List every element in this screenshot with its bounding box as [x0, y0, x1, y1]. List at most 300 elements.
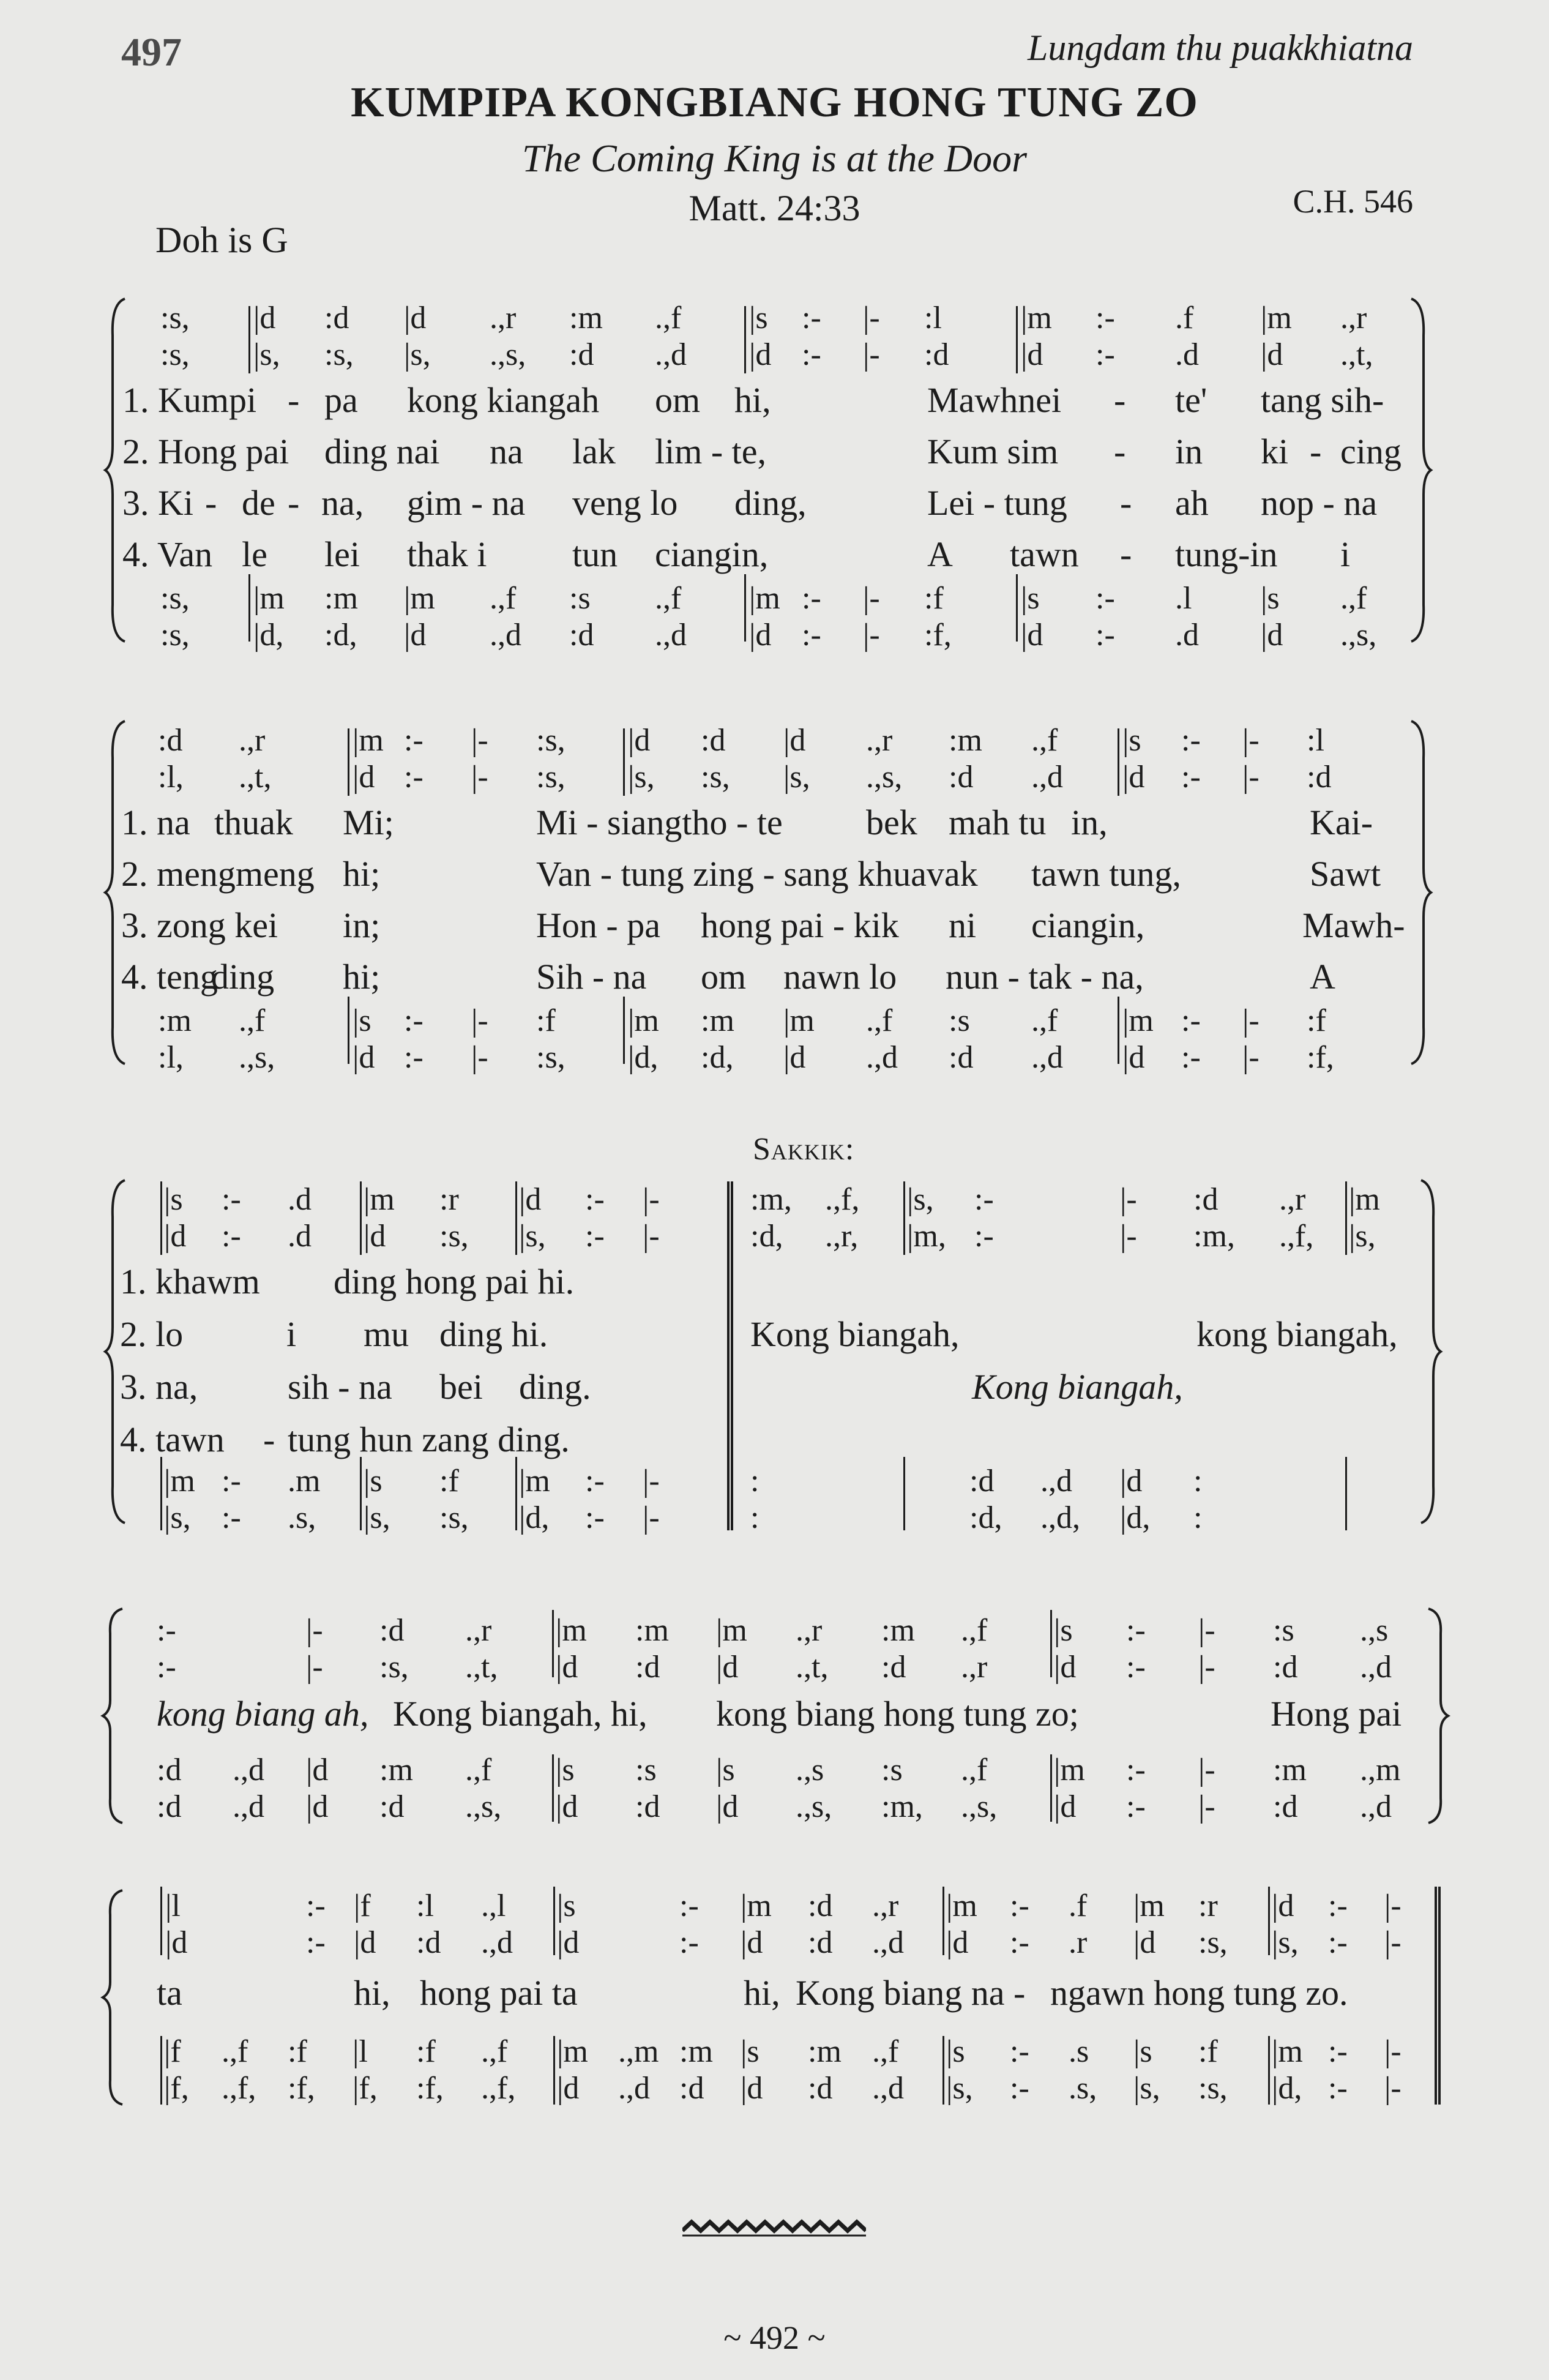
lyric-syllable: lei	[324, 534, 360, 574]
lyric-syllable: pa	[324, 380, 358, 420]
solfa-note: |m	[1122, 1003, 1154, 1038]
solfa-note: :d	[157, 1789, 182, 1824]
solfa-note: |s	[556, 1753, 575, 1787]
solfa-note: :s	[1273, 1613, 1294, 1648]
solfa-note: .,s,	[465, 1789, 502, 1824]
lyric-syllable: Mi;	[343, 803, 394, 842]
hymn-number: 497	[121, 30, 182, 75]
solfa-note: .,r	[239, 723, 266, 758]
solfa-note: :f	[1307, 1003, 1326, 1038]
solfa-note: :s,	[160, 618, 190, 653]
solfa-note: :d	[1273, 1789, 1298, 1824]
solfa-note: |s,	[946, 2071, 973, 2106]
solfa-note: |-	[1198, 1789, 1215, 1824]
solfa-note: .,r	[465, 1613, 492, 1648]
solfa-note: :s	[881, 1753, 903, 1787]
solfa-note: :-	[585, 1500, 605, 1535]
solfa-note: :m,	[881, 1789, 923, 1824]
solfa-note: |d,	[1120, 1500, 1151, 1535]
solfa-note: :d	[924, 337, 949, 372]
solfa-note: |d	[364, 1219, 386, 1254]
solfa-note: :-	[802, 301, 821, 335]
solfa-note: .,f	[239, 1003, 266, 1038]
solfa-note: .,d	[1360, 1650, 1392, 1685]
solfa-note: :m	[324, 581, 358, 616]
solfa-note: |m	[628, 1003, 659, 1038]
lyric-syllable: de	[242, 483, 275, 523]
solfa-note: :m	[158, 1003, 192, 1038]
lyric-syllable: ding hong pai hi.	[334, 1262, 575, 1301]
solfa-note: .,t,	[1340, 337, 1373, 372]
solfa-note: .,d	[233, 1789, 264, 1824]
solfa-note: :d	[635, 1650, 660, 1685]
tenor-row	[0, 580, 1549, 617]
solfa-note: .,f	[465, 1753, 492, 1787]
solfa-note: :m	[808, 2034, 842, 2069]
solfa-note: :-	[157, 1613, 176, 1648]
lyric-syllable: Lei - tung	[927, 483, 1067, 523]
solfa-note: :f	[439, 1464, 459, 1499]
lyric-syllable: i	[286, 1314, 297, 1354]
solfa-note: :f	[416, 2034, 436, 2069]
solfa-note: |m	[1349, 1182, 1380, 1217]
solfa-note: |m	[364, 1182, 395, 1217]
solfa-note: .,s,	[796, 1789, 832, 1824]
lyric-syllable: 4. teng	[121, 957, 218, 997]
tenor-row	[0, 1752, 1549, 1789]
lyric-syllable: Kai-	[1310, 803, 1373, 842]
solfa-note: :s,	[1198, 1925, 1228, 1960]
solfa-note: :-	[585, 1219, 605, 1254]
solfa-note: :f,	[288, 2071, 315, 2106]
solfa-note: :l,	[158, 760, 184, 795]
lyric-syllable: ding	[211, 957, 275, 997]
solfa-note: :l	[1307, 723, 1324, 758]
solfa-note: :-	[1328, 1925, 1348, 1960]
lyric-syllable: Kong biangah, hi,	[393, 1694, 648, 1734]
solfa-note: .,f	[961, 1613, 988, 1648]
lyric-syllable: mu	[364, 1314, 409, 1354]
solfa-note: :f	[536, 1003, 556, 1038]
solfa-note: :d	[881, 1650, 906, 1685]
lyric-syllable: ding.	[519, 1367, 591, 1407]
solfa-note: |d	[253, 301, 276, 335]
solfa-note: :m	[379, 1753, 413, 1787]
solfa-note: |d	[1133, 1925, 1156, 1960]
verse-1-line	[0, 802, 1549, 842]
lyric-syllable: ding hi.	[439, 1314, 548, 1354]
solfa-note: |s,	[907, 1182, 934, 1217]
solfa-note: |-	[1384, 2034, 1402, 2069]
hymn-title: KUMPIPA KONGBIANG HONG TUNG ZO	[351, 79, 1198, 126]
lyric-syllable: in;	[343, 905, 381, 945]
solfa-note: .s	[1069, 2034, 1089, 2069]
solfa-note: :-	[1181, 1040, 1201, 1075]
lyric-syllable: tawn	[1010, 534, 1079, 574]
lyric-syllable: te'	[1175, 380, 1207, 420]
chorus-label: Sakkik:	[753, 1132, 855, 1167]
solfa-note: |s,	[404, 337, 431, 372]
solfa-note: :-	[585, 1464, 605, 1499]
solfa-note: :f,	[924, 618, 952, 653]
lyric-syllable: -	[288, 483, 300, 523]
lyric-syllable: ding nai	[324, 432, 440, 471]
solfa-note: .d	[1175, 618, 1199, 653]
lyric-syllable: Hong pai	[1271, 1694, 1402, 1734]
solfa-note: :d	[808, 1925, 833, 1960]
solfa-note: .f	[1175, 301, 1194, 335]
solfa-note: |m	[716, 1613, 747, 1648]
solfa-note: .l	[1175, 581, 1192, 616]
solfa-note: |d	[1054, 1650, 1077, 1685]
lyric-syllable: tung-in	[1175, 534, 1278, 574]
solfa-note: .,m	[1360, 1753, 1401, 1787]
solfa-note: :-	[1181, 760, 1201, 795]
lyric-syllable: 2. mengmeng	[121, 854, 315, 894]
solfa-note: |-	[643, 1500, 660, 1535]
lyric-syllable: nawn lo	[783, 957, 897, 997]
solfa-note: :-	[1095, 301, 1115, 335]
solfa-note: :l	[416, 1888, 434, 1923]
lyric-syllable: hi,	[744, 1973, 780, 2013]
lyric-syllable: na,	[321, 483, 364, 523]
solfa-note: :d	[379, 1789, 405, 1824]
solfa-note: |d	[716, 1650, 739, 1685]
solfa-note: |d,	[253, 618, 284, 653]
solfa-note: :d	[158, 723, 183, 758]
solfa-note: |d,	[519, 1500, 550, 1535]
solfa-note: :-	[157, 1650, 176, 1685]
solfa-note: :m	[635, 1613, 669, 1648]
solfa-note: |d	[519, 1182, 542, 1217]
solfa-note: :	[1193, 1464, 1203, 1499]
solfa-note: |s,	[519, 1219, 546, 1254]
lyric-syllable: tawn tung,	[1031, 854, 1181, 894]
solfa-note: .,d	[1031, 760, 1063, 795]
solfa-note: |m	[783, 1003, 815, 1038]
solfa-note: |d	[1120, 1464, 1143, 1499]
solfa-note: |d	[1261, 337, 1283, 372]
lyric-syllable: ciangin,	[655, 534, 769, 574]
solfa-note: |l	[165, 1888, 181, 1923]
solfa-note: :-	[679, 1888, 699, 1923]
solfa-note: |d	[749, 337, 772, 372]
solfa-note: .d	[1175, 337, 1199, 372]
solfa-note: .,f	[1031, 1003, 1058, 1038]
solfa-note: .,s	[796, 1753, 824, 1787]
verse-3-line	[0, 905, 1549, 945]
solfa-note: :-	[1328, 1888, 1348, 1923]
lyric-syllable: kong biang hong tung zo;	[716, 1694, 1079, 1734]
bass-row	[0, 1500, 1549, 1536]
solfa-note: :-	[404, 723, 424, 758]
solfa-note: :d	[808, 1888, 833, 1923]
solfa-note: |m	[1054, 1753, 1085, 1787]
solfa-note: |-	[1242, 760, 1260, 795]
solfa-note: |s,	[628, 760, 655, 795]
solfa-note: |-	[863, 618, 880, 653]
solfa-note: .m	[288, 1464, 321, 1499]
lyric-syllable: Mawhnei	[927, 380, 1062, 420]
solfa-note: .,d	[1040, 1464, 1072, 1499]
lyric-syllable: hong pai ta	[420, 1973, 578, 2013]
solfa-note: |-	[863, 337, 880, 372]
solfa-note: .r	[1069, 1925, 1088, 1960]
solfa-note: |d	[1122, 1040, 1145, 1075]
solfa-note: |d	[741, 2071, 763, 2106]
lyric-syllable: i	[1340, 534, 1351, 574]
solfa-note: :d	[569, 337, 594, 372]
solfa-note: :r	[1198, 1888, 1218, 1923]
solfa-note: |d	[353, 760, 375, 795]
lyric-syllable: om	[655, 380, 701, 420]
solfa-note: |m	[404, 581, 435, 616]
lyric-syllable: na	[490, 432, 523, 471]
solfa-note: .,d	[233, 1753, 264, 1787]
solfa-note: |s	[364, 1464, 383, 1499]
verse-1-line	[0, 1261, 1549, 1301]
alto-row	[0, 1925, 1549, 1961]
lyric-syllable: mah tu	[949, 803, 1047, 842]
lyric-syllable: A	[1310, 957, 1335, 997]
solfa-note: :m	[949, 723, 982, 758]
solfa-note: |d	[946, 1925, 969, 1960]
lyric-syllable: Mawh-	[1302, 905, 1405, 945]
lyric-syllable: ciangin,	[1031, 905, 1145, 945]
lyric-syllable: 3. Ki	[122, 483, 193, 523]
solfa-note: |-	[1198, 1650, 1215, 1685]
scripture-reference: Matt. 24:33	[689, 188, 860, 228]
solfa-note: |-	[471, 723, 488, 758]
chorus-lyric-line	[0, 1693, 1549, 1734]
verse-2-line	[0, 431, 1549, 471]
solfa-note: .,d	[481, 1925, 513, 1960]
lyric-syllable: veng lo	[572, 483, 678, 523]
solfa-note: |s	[353, 1003, 371, 1038]
solfa-note: .,f,	[481, 2071, 516, 2106]
solfa-note: |d	[783, 723, 806, 758]
solfa-note: .,r	[1279, 1182, 1306, 1217]
lyric-syllable: lim - te,	[655, 432, 767, 471]
solfa-note: |s	[1021, 581, 1040, 616]
solfa-note: |d	[353, 1040, 375, 1075]
solfa-note: :-	[222, 1500, 241, 1535]
solfa-note: .,f	[655, 301, 682, 335]
music-system-1	[0, 288, 1549, 655]
lyric-syllable: ngawn hong tung zo.	[1050, 1973, 1348, 2013]
solfa-note: |-	[1242, 1040, 1260, 1075]
solfa-note: |d	[1021, 337, 1043, 372]
solfa-note: .,f	[866, 1003, 893, 1038]
solfa-note: .,f	[1031, 723, 1058, 758]
solfa-note: :f	[288, 2034, 307, 2069]
verse-4-line	[0, 1419, 1549, 1459]
solfa-note: :-	[802, 581, 821, 616]
lyric-syllable: Van - tung zing - sang khuavak	[536, 854, 978, 894]
solfa-note: |-	[643, 1464, 660, 1499]
solfa-note: .d	[288, 1219, 312, 1254]
solfa-note: :-	[585, 1182, 605, 1217]
solfa-note: .,f	[655, 581, 682, 616]
solfa-note: |m	[253, 581, 285, 616]
lyric-syllable: 1. Kumpi	[122, 380, 257, 420]
solfa-note: .,f,	[1279, 1219, 1314, 1254]
solfa-note: |l	[353, 2034, 368, 2069]
solfa-note: |s	[1054, 1613, 1073, 1648]
solfa-note: .,s,	[866, 760, 903, 795]
solfa-note: .,f	[490, 581, 517, 616]
lyric-syllable: -	[1120, 483, 1132, 523]
solfa-note: .,s	[1360, 1613, 1389, 1648]
solfa-note: :m,	[1193, 1219, 1235, 1254]
solfa-note: |m	[557, 2034, 588, 2069]
solfa-note: |f	[354, 1888, 371, 1923]
lyric-syllable: cing	[1340, 432, 1402, 471]
solfa-note: |m	[741, 1888, 772, 1923]
solfa-note: :-	[1181, 723, 1201, 758]
solfa-note: :	[750, 1464, 760, 1499]
bass-row	[0, 1039, 1549, 1076]
solfa-note: .s,	[1069, 2071, 1097, 2106]
solfa-note: |-	[1242, 1003, 1260, 1038]
lyric-syllable: thuak	[214, 803, 293, 842]
solfa-note: |d	[306, 1789, 329, 1824]
music-system-5	[0, 1879, 1549, 2112]
bass-row	[0, 617, 1549, 654]
solfa-note: .,t,	[239, 760, 272, 795]
solfa-note: :f,	[416, 2071, 444, 2106]
solfa-note: |-	[306, 1613, 323, 1648]
solfa-note: :d	[808, 2071, 833, 2106]
solfa-note: .,d	[1360, 1789, 1392, 1824]
solfa-note: :-	[1126, 1789, 1146, 1824]
solfa-note: :s,	[536, 760, 565, 795]
solfa-note: |-	[471, 1003, 488, 1038]
solfa-note: :d	[635, 1789, 660, 1824]
solfa-note: :-	[1010, 1888, 1029, 1923]
solfa-note: |-	[1242, 723, 1260, 758]
solfa-note: |s	[716, 1753, 735, 1787]
lyric-syllable: tun	[572, 534, 618, 574]
solfa-note: .,r	[1340, 301, 1367, 335]
alto-row	[0, 1218, 1549, 1255]
solfa-note: :f,	[1307, 1040, 1334, 1075]
solfa-note: :s,	[379, 1650, 409, 1685]
solfa-note: .,t,	[796, 1650, 829, 1685]
lyric-syllable: hong pai - kik	[701, 905, 899, 945]
solfa-note: |m	[556, 1613, 587, 1648]
soprano-row	[0, 300, 1549, 337]
solfa-note: .,d	[655, 337, 687, 372]
lyric-syllable: hi,	[354, 1973, 390, 2013]
lyric-syllable: -	[1310, 432, 1322, 471]
solfa-note: :d	[157, 1753, 182, 1787]
solfa-note: |d	[716, 1789, 739, 1824]
bass-row	[0, 2070, 1549, 2107]
solfa-note: :m	[569, 301, 603, 335]
soprano-row	[0, 722, 1549, 759]
lyric-syllable: hi;	[343, 854, 381, 894]
solfa-note: |s	[557, 1888, 576, 1923]
solfa-note: .,f	[872, 2034, 899, 2069]
lyric-syllable: kong biangah,	[1196, 1314, 1398, 1354]
lyric-syllable: hi,	[734, 380, 771, 420]
lyric-syllable: 1. na	[121, 803, 190, 842]
solfa-note: |-	[863, 581, 880, 616]
english-title: The Coming King is at the Door	[522, 137, 1027, 180]
lyric-syllable: gim - na	[407, 483, 526, 523]
solfa-note: :m	[881, 1613, 915, 1648]
solfa-note: :-	[802, 618, 821, 653]
solfa-note: :s,	[160, 581, 190, 616]
alto-row	[0, 759, 1549, 796]
solfa-note: .,m	[618, 2034, 659, 2069]
lyric-syllable: Kong biang na -	[796, 1973, 1026, 2013]
solfa-note: :m	[1273, 1753, 1307, 1787]
solfa-note: .,f	[961, 1753, 988, 1787]
soprano-row	[0, 1888, 1549, 1925]
solfa-note: :d	[379, 1613, 405, 1648]
solfa-note: :d	[679, 2071, 704, 2106]
solfa-note: :d	[701, 723, 726, 758]
solfa-note: :d	[416, 1925, 441, 1960]
lyric-syllable: in,	[1071, 803, 1108, 842]
solfa-note: :d,	[324, 618, 357, 653]
lyric-syllable: sih - na	[288, 1367, 392, 1407]
solfa-note: |s,	[1349, 1219, 1376, 1254]
solfa-note: |-	[1198, 1753, 1215, 1787]
solfa-note: .,f	[481, 2034, 508, 2069]
solfa-note: |m	[1021, 301, 1052, 335]
verse-4-line	[0, 534, 1549, 574]
tenor-row	[0, 2034, 1549, 2070]
solfa-note: |-	[1384, 1888, 1402, 1923]
solfa-note: |-	[471, 1040, 488, 1075]
solfa-note: .,s,	[239, 1040, 275, 1075]
lyric-syllable: tung hun zang ding.	[288, 1420, 570, 1459]
lyric-syllable: ki	[1261, 432, 1289, 471]
solfa-note: :-	[222, 1219, 241, 1254]
book-title: Lungdam thu puakkhiatna	[1028, 28, 1413, 68]
lyric-syllable: -	[1120, 534, 1132, 574]
solfa-note: :d	[324, 301, 349, 335]
lyric-syllable: -	[1114, 432, 1126, 471]
solfa-note: |-	[1120, 1219, 1137, 1254]
solfa-note: |d	[556, 1789, 578, 1824]
lyric-syllable: Kum sim	[927, 432, 1059, 471]
solfa-note: .,d	[1031, 1040, 1063, 1075]
solfa-note: :s	[635, 1753, 657, 1787]
lyric-syllable: bek	[866, 803, 917, 842]
solfa-note: .,r	[796, 1613, 823, 1648]
solfa-note: |d	[164, 1219, 187, 1254]
lyric-syllable: Sawt	[1310, 854, 1381, 894]
solfa-note: .,s,	[961, 1789, 998, 1824]
music-system-2	[0, 710, 1549, 1077]
solfa-note: :-	[306, 1888, 326, 1923]
solfa-note: |d	[628, 723, 651, 758]
solfa-note: :-	[1095, 581, 1115, 616]
solfa-note: |-	[1198, 1613, 1215, 1648]
lyric-syllable: Kong biangah,	[750, 1314, 960, 1354]
soprano-row	[0, 1612, 1549, 1649]
solfa-note: .,d	[872, 2071, 904, 2106]
solfa-note: |-	[306, 1650, 323, 1685]
solfa-note: |m	[519, 1464, 550, 1499]
solfa-note: :d,	[750, 1219, 783, 1254]
solfa-note: |m	[1133, 1888, 1165, 1923]
lyric-syllable: le	[242, 534, 267, 574]
